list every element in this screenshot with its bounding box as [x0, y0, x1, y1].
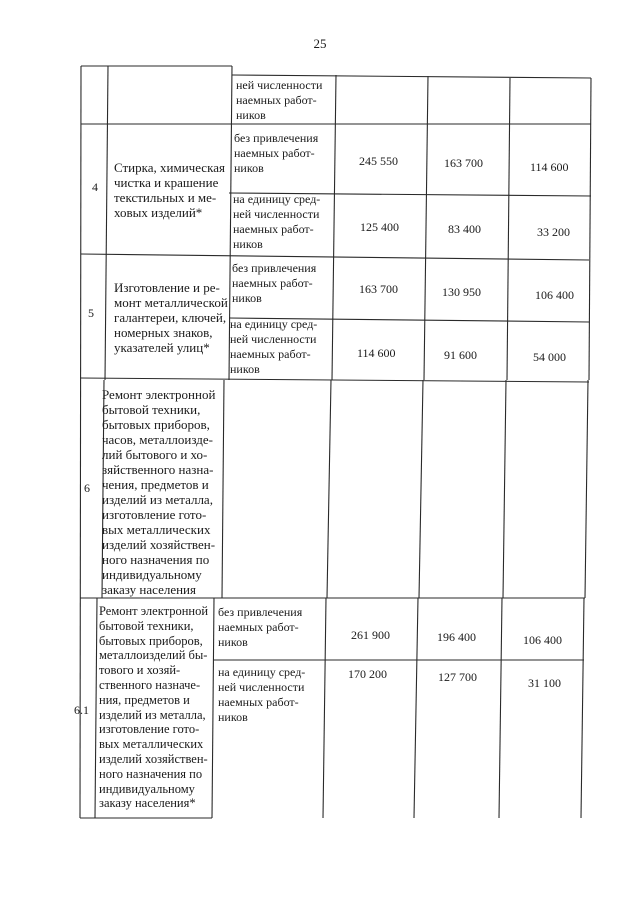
condition-cell: на единицу сред- ней численности наемных работ- ников: [218, 665, 306, 724]
condition-cell: без привлечения наемных работ- ников: [234, 131, 319, 175]
col-divider-1c: [95, 598, 97, 818]
condition-cell: на единицу сред- ней численности наемных работ- ников: [230, 317, 318, 376]
condition-cell: ней численности наемных работ- ников: [236, 78, 323, 122]
value-cell: 33 200: [537, 225, 570, 239]
value-cell: 127 700: [438, 670, 477, 684]
col-divider-2c: [212, 598, 214, 818]
col-divider-3c: [323, 598, 326, 818]
row-number: 4: [92, 180, 98, 194]
table-border-right-b: [585, 380, 588, 598]
col-divider-1a: [105, 66, 108, 380]
value-cell: 170 200: [348, 667, 387, 681]
value-cell: 163 700: [444, 156, 483, 170]
condition-cell: без привлечения наемных работ- ников: [218, 605, 303, 649]
value-cell: 163 700: [359, 282, 398, 296]
table-border-right-a: [589, 78, 591, 380]
row-number: 6: [84, 481, 90, 495]
activity-cell: Ремонт электронной бытовой техники, бытовых приборов, часов, металлоизде- лий бытового и хо- зяйственного назна- чения, предметов и изделий из металла, изготовление гото- вых металлических изделий хозяйствен- ного назначения по индивидуальному заказу населения: [102, 387, 216, 597]
value-cell: 245 550: [359, 154, 398, 168]
col-divider-5b: [503, 380, 506, 598]
value-cell: 125 400: [360, 220, 399, 234]
value-cell: 114 600: [357, 346, 396, 360]
activity-cell: Ремонт электронной бытовой техники, бытовых приборов, металлоизделий бы- тового и хозяй- ственного назначе- ния, предметов и изделий из металла, изготовление гото- вых металлических изделий хозяйствен- ного назначения по индивидуальному заказу населения*: [99, 604, 209, 811]
col-divider-4c: [414, 598, 418, 818]
value-cell: 91 600: [444, 348, 477, 362]
value-cell: 130 950: [442, 285, 481, 299]
condition-cell: без привлечения наемных работ- ников: [232, 261, 317, 305]
row-number: 5: [88, 306, 94, 320]
col-divider-4b: [419, 380, 423, 598]
page-number: 25: [313, 36, 327, 51]
col-divider-3a: [332, 75, 336, 380]
col-divider-2b: [222, 380, 224, 598]
condition-cell: на единицу сред- ней численности наемных работ- ников: [233, 192, 321, 251]
value-cell: 106 400: [535, 288, 574, 302]
value-cell: 106 400: [523, 633, 562, 647]
col-divider-5a: [507, 78, 510, 380]
row-number: 6.1: [74, 703, 89, 717]
col-divider-4a: [424, 76, 428, 380]
row-line-5-top: [81, 254, 589, 260]
activity-cell: Стирка, химическая чистка и крашение текстильных и ме- ховых изделий*: [114, 160, 225, 220]
col-divider-5c: [499, 598, 502, 818]
value-cell: 31 100: [528, 676, 561, 690]
value-cell: 83 400: [448, 222, 481, 236]
value-cell: 196 400: [437, 630, 476, 644]
col-divider-3b: [327, 380, 331, 598]
value-cell: 114 600: [530, 160, 569, 174]
row-line-6-top: [80, 378, 589, 382]
table-border-right-c: [581, 598, 584, 818]
value-cell: 261 900: [351, 628, 390, 642]
activity-cell: Изготовление и ре- монт металлической галантереи, ключей, номерных знаков, указателей улиц*: [114, 280, 228, 355]
value-cell: 54 000: [533, 350, 566, 364]
